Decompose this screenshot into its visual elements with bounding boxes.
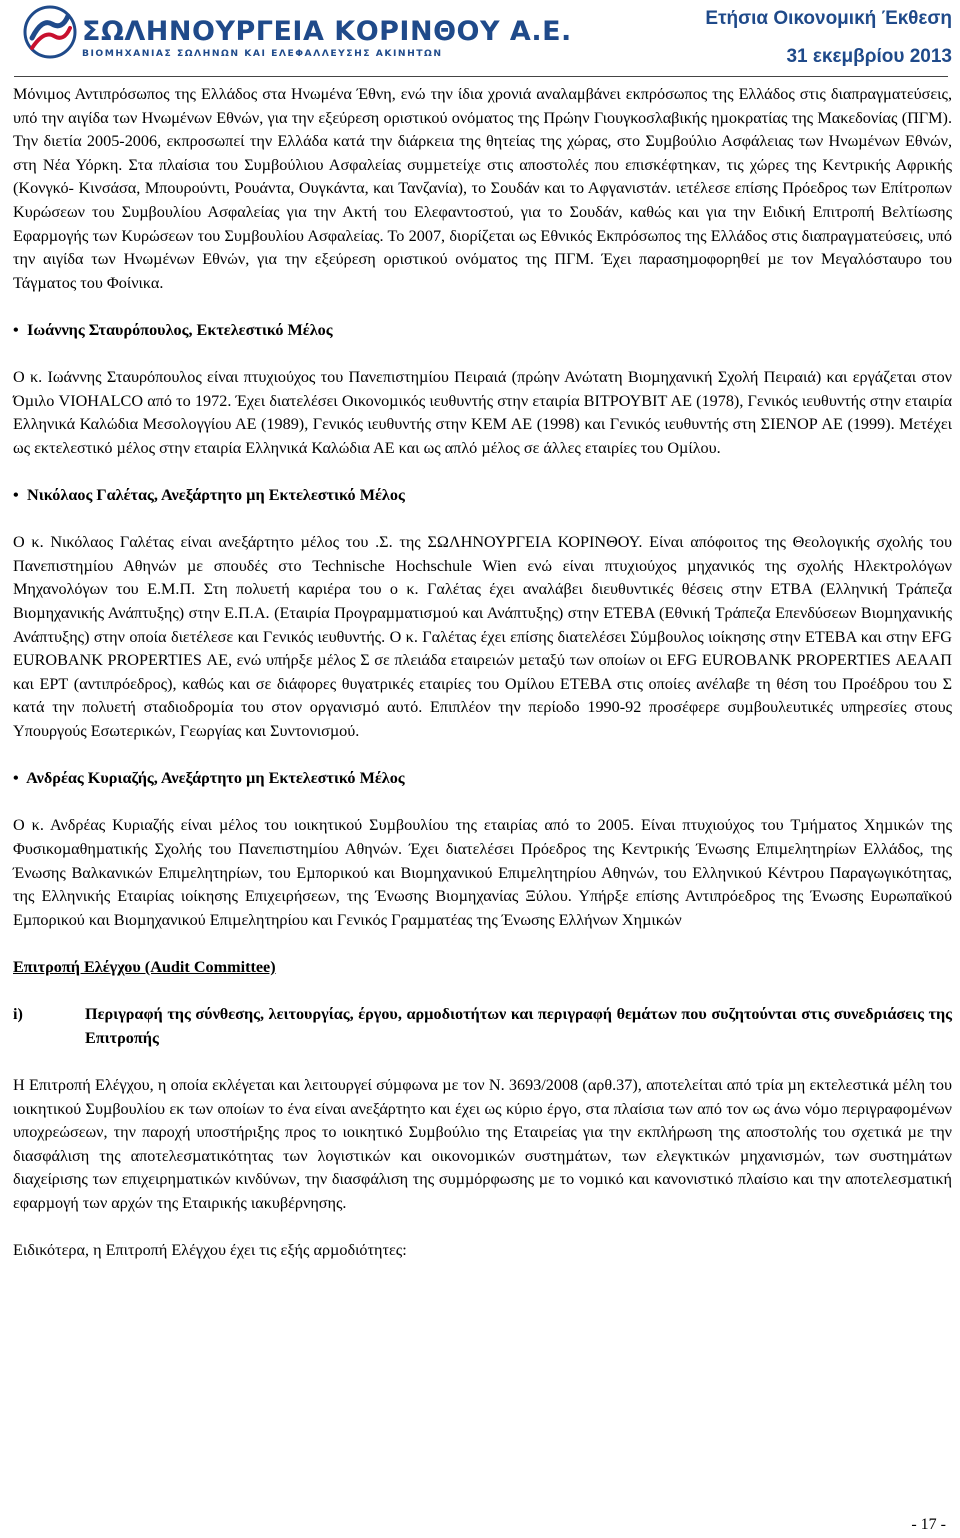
paragraph-biography-continued: Μόνιμος Αντιπρόσωπος της Ελλάδος στα Ηνωμένα Έθνη, ενώ την ίδια χρονιά αναλαμβάνει εκπρόσωπος της Ελλάδος στις διαπραγματεύσεις, υπό την αιγίδα των Ηνωμένων Εθνών, για την εξεύρεση οριστικού ονόματος της Πρώην Γιουγκοσλαβικής ηµοκρατίας της Μακεδονίας (ΠΓΜ). Την διετία 2005-2006, εκπροσωπεί την Ελλάδα κατά την διάρκεια της θητείας της χώρας, στο Συµβούλιο Ασφάλειας των Ηνωµένων Εθνών, στη Νέα Υόρκη. Στα πλαίσια του Συµβούλιου Ασφαλείας συµµετείχε στις αποστολές που επισκέφτηκαν, τις χώρες της Κεντρικής Αφρικής (Κονγκό- Κινσάσα, Μπουρούντι, Ρουάντα, Ουγκάντα, και Τανζανία), το Σουδάν και το Αφγανιστάν. ιετέλεσε επίσης Πρόεδρος των Επίτροπων Κυρώσεων του Συµβουλίου Ασφαλείας για την Ακτή του Ελεφαντοστού, για το Σουδάν, καθώς και για την Ειδική Επιτροπή Βελτίωσης Εφαρµογής των Κυρώσεων του Συµβουλίου Ασφαλείας. Το 2007, διορίζεται ως Εθνικός Εκπρόσωπος της Ελλάδος στις διαπραγµατεύσεις, υπό την αιγίδα των Ηνωµένων Εθνών, για την εξεύρεση οριστικού ονόµατος της ΠΓΜ. Έχει παρασηµοφορηθεί µε τον Μεγαλόσταυρο του Τάγµατος του Φοίνικα.	[13, 85, 952, 292]
heading-stavropoulos	[13, 319, 952, 343]
company-subtitle: ΒΙΟΜΗΧΑΝΙΑΣ ΣΩΛΗΝΩΝ ΚΑΙ ΕΛΕΦΑΛΛΕΥΣΗΣ ΑΚΙΝΗΤΩΝ	[82, 48, 443, 59]
corinth-pipeworks-logo-icon	[22, 4, 78, 60]
heading-text: Ιωάννης Σταυρόπουλος, Εκτελεστικό Μέλος	[27, 320, 333, 339]
report-date: 31 εκεμβρίου 2013	[786, 46, 952, 67]
bullet-icon: •	[13, 320, 19, 339]
subsection-heading	[13, 1003, 952, 1050]
section-title-audit-committee: Επιτροπή Ελέγχου (Audit Committee)	[13, 957, 276, 976]
heading-kyriazis	[13, 767, 952, 791]
paragraph-stavropoulos: Ο κ. Ιωάννης Σταυρόπουλος είναι πτυχιούχος του Πανεπιστηµίου Πειραιά (πρώην Ανώτατη Βιοµηχανική Σχολή Πειραιά) και εργάζεται στον Όµιλο VIOHALCO από το 1972. Έχει διατελέσει Οικονοµικός ιευθυντής στην εταιρία ΒΙΤΡΟΥΒΙΤ ΑΕ (1978), Γενικός ιευθυντής στην εταιρία Ελληνικά Καλώδια Μεσολογγίου ΑΕ (1989), Γενικός ιευθυντής στην ΚΕΜ ΑΕ (1998) και Γενικός ιευθυντής στη ΣΙΕΝΟΡ ΑΕ (1999). Μετέχει ως εκτελεστικό µέλος στην εταιρία Ελληνικά Καλώδια ΑΕ και ως απλό µέλος σε άλλες εταιρίες του Οµίλου.	[13, 368, 952, 457]
paragraph-galetas: Ο κ. Νικόλαος Γαλέτας είναι ανεξάρτητο µέλος του .Σ. της ΣΩΛΗΝΟΥΡΓΕΙΑ ΚΟΡΙΝΘΟΥ. Είναι απόφοιτος της Θεολογικής σχολής του Πανεπιστηµίου Αθηνών µε σπουδές στο Technische Hochschule Wien ενώ είναι πτυχιούχος µηχανικός της σχολής Ηλεκτρολόγων Μηχανολόγων του Ε.Μ.Π. Στη πολυετή καριέρα του ο κ. Γαλέτας έχει αναλάβει διευθυντικές θέσεις στην ΕΤΒΑ (Ελληνική Τράπεζα Βιοµηχανικής Ανάπτυξης) στην Ε.Π.Α. (Εταιρία Προγραµµατισµού και Ανάπτυξης) στην ΕΤΕΒΑ (Εθνική Τράπεζα Επενδύσεων Βιοµηχανικής Ανάπτυξης) στην οποία διετέλεσε και Γενικός ιευθυντής. Ο κ. Γαλέτας έχει επίσης διατελέσει Σύµβουλος ιοίκησης στην ΕΤΕΒΑ και στην EFG EUROBANK PROPERTIES ΑΕ, ενώ υπήρξε µέλος Σ σε πλειάδα εταιρειών µεταξύ των οποίων οι EFG EUROBANK PROPERTIES ΑΕΑΑΠ και ΕΡΤ (αντιπρόεδρος), καθώς και σε διάφορες θυγατρικές εταιρίες του Οµίλου ΕΤΕΒΑ στις οποίες ανέλαβε τη θέση του Προέδρου του Σ κατά την πολυετή σταδιοδροµία του στον οργανισµό αυτό. Επιπλέον την περίοδο 1990-92 προσέφερε συµβουλευτικές υπηρεσίες στους Υπουργούς Εσωτερικών, Γεωργίας και Συντονισµού.	[13, 533, 952, 741]
document-body	[13, 83, 952, 1263]
report-title: Ετήσια Οικονομική Έκθεση	[705, 8, 952, 29]
heading-text: Ανδρέας Κυριαζής, Ανεξάρτητο µη Εκτελεστικό Μέλος	[26, 769, 405, 788]
subsection-number: i)	[13, 1005, 23, 1024]
heading-text: Νικόλαος Γαλέτας, Ανεξάρτητο µη Εκτελεστικό Μέλος	[27, 486, 405, 505]
paragraph-audit-committee: Η Επιτροπή Ελέγχου, η οποία εκλέγεται και λειτουργεί σύµφωνα µε τον Ν. 3693/2008 (αρθ.37), αποτελείται από τρία µη εκτελεστικά µέλη του ιοικητικού Συµβουλίου εκ των οποίων το ένα είναι ανεξάρτητο και έχει ως κύριο έργο, στα πλαίσια των από τον ως άνω νόµο περιγραφοµένων υποχρεώσεων, την παροχή υποστήριξης προς το ιοικητικό Συµβούλιο της Εταιρείας για την εκπλήρωση της αποστολής του σχετικά µε την διασφάλιση της αποτελεσµατικότητας των λογιστικών και οικονοµικών συστηµάτων, των ελεγκτικών µηχανισµών, των συστηµάτων διαχείρισης των επιχειρηµατικών κινδύνων, την διασφάλιση της συµµόρφωσης µε το νοµικό και κανονιστικό πλαίσιο και την αποτελεσµατική εφαρµογή των αρχών της Εταιρικής ιακυβέρνησης.	[13, 1075, 952, 1212]
paragraph-responsibilities-intro: Ειδικότερα, η Επιτροπή Ελέγχου έχει τις εξής αρµοδιότητες:	[13, 1241, 407, 1260]
heading-galetas	[13, 484, 952, 508]
company-logo	[22, 4, 572, 60]
bullet-icon: •	[13, 769, 19, 788]
paragraph-kyriazis: Ο κ. Ανδρέας Κυριαζής είναι µέλος του ιοικητικού Συµβουλίου της εταιρίας από το 2005. Είναι πτυχιούχος του Τµήµατος Χηµικών της Φυσικοµαθηµατικής Σχολής του Πανεπιστηµίου Αθηνών. Έχει διατελέσει Πρόεδρος της Κεντρικής Ένωσης Επιµελητηρίων Ελλάδος, της Ένωσης Βαλκανικών Επιµελητηρίων, του Εµπορικού και Βιοµηχανικού Επιµελητηρίου Αθηνών, του Ελληνικού Κέντρου Παραγωγικότητας, της Ελληνικής Εταιρίας ιοίκησης Επιχειρήσεων, της Ένωσης Βιοµηχανίας Ξύλου. Υπήρξε επίσης Αντιπρόεδρος της Ένωσης Ευρωπαϊκού Εµπορικού και Βιοµηχανικού Επιµελητηρίου και Γενικός Γραµµατέας της Ένωσης Ελλήνων Χηµικών	[13, 816, 952, 929]
company-name: ΣΩΛΗΝΟΥΡΓΕΙΑ ΚΟΡΙΝΘΟΥ Α.Ε.	[82, 16, 572, 47]
page-number: - 17 -	[911, 1516, 946, 1533]
subsection-title: Περιγραφή της σύνθεσης, λειτουργίας, έργου, αρµοδιοτήτων και περιγραφή θεµάτων που συζητούνται στις συνεδριάσεις της Επιτροπής	[85, 1005, 952, 1047]
header-divider	[14, 76, 948, 77]
bullet-icon: •	[13, 486, 19, 505]
